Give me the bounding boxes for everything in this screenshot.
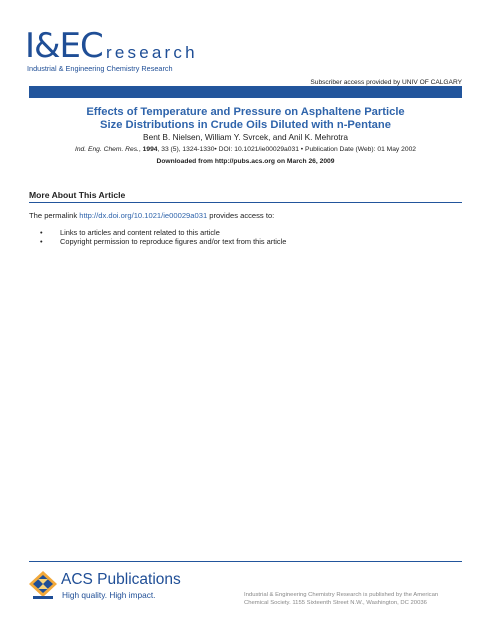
bullet-icon: • [40,228,43,237]
list-item-text: Links to articles and content related to this article [60,228,220,237]
acs-logo-icon [28,570,58,604]
journal-logo-word: research [106,43,198,62]
download-note: Downloaded from http://pubs.acs.org on March 26, 2009 [156,158,335,165]
section-divider [29,202,462,203]
acs-tagline: High quality. High impact. [62,590,156,600]
footer-divider [29,561,462,562]
list-item [40,228,220,237]
subscriber-access-note: Subscriber access provided by UNIV OF CALGARY [310,79,462,86]
citation-details: , 33 (5), 1324-1330• DOI: 10.1021/ie00029a031 • Publication Date (Web): 01 May 2002 [157,146,417,153]
article-authors: Bent B. Nielsen, William Y. Svrcek, and Anil K. Mehrotra [143,132,348,142]
publisher-note: Industrial & Engineering Chemistry Research is published by the American Chemical Society. 1155 Sixteenth Street N.W., Washington, DC 20036 [244,592,439,606]
header-bar [29,86,462,98]
list-item-text: Copyright permission to reproduce figures and/or text from this article [60,237,287,246]
permalink-sentence [29,211,274,220]
section-heading: More About This Article [29,190,126,200]
permalink-suffix: provides access to: [207,211,275,220]
bullet-icon: • [40,237,43,246]
acs-publications-name: ACS Publications [61,571,181,588]
article-title-line-2: Size Distributions in Crude Oils Diluted with n-Pentane [100,118,391,131]
list-item [40,237,286,246]
article-title [30,106,461,131]
permalink-prefix: The permalink [29,211,80,220]
permalink-link[interactable]: http://dx.doi.org/10.1021/ie00029a031 [79,211,208,220]
article-title-line-1: Effects of Temperature and Pressure on Asphaltene Particle [86,106,405,118]
citation-journal: Ind. Eng. Chem. Res. [74,146,139,153]
citation-year: 1994 [142,146,158,153]
journal-logo [25,26,198,76]
journal-logo-main: I&EC [25,26,103,66]
article-citation: Ind. Eng. Chem. Res., 1994, 33 (5), 1324-1330• DOI: 10.1021/ie00029a031 • Publication Date (Web): 01 May 2002 [74,146,417,153]
journal-logo-subtitle: Industrial & Engineering Chemistry Research [27,64,173,73]
